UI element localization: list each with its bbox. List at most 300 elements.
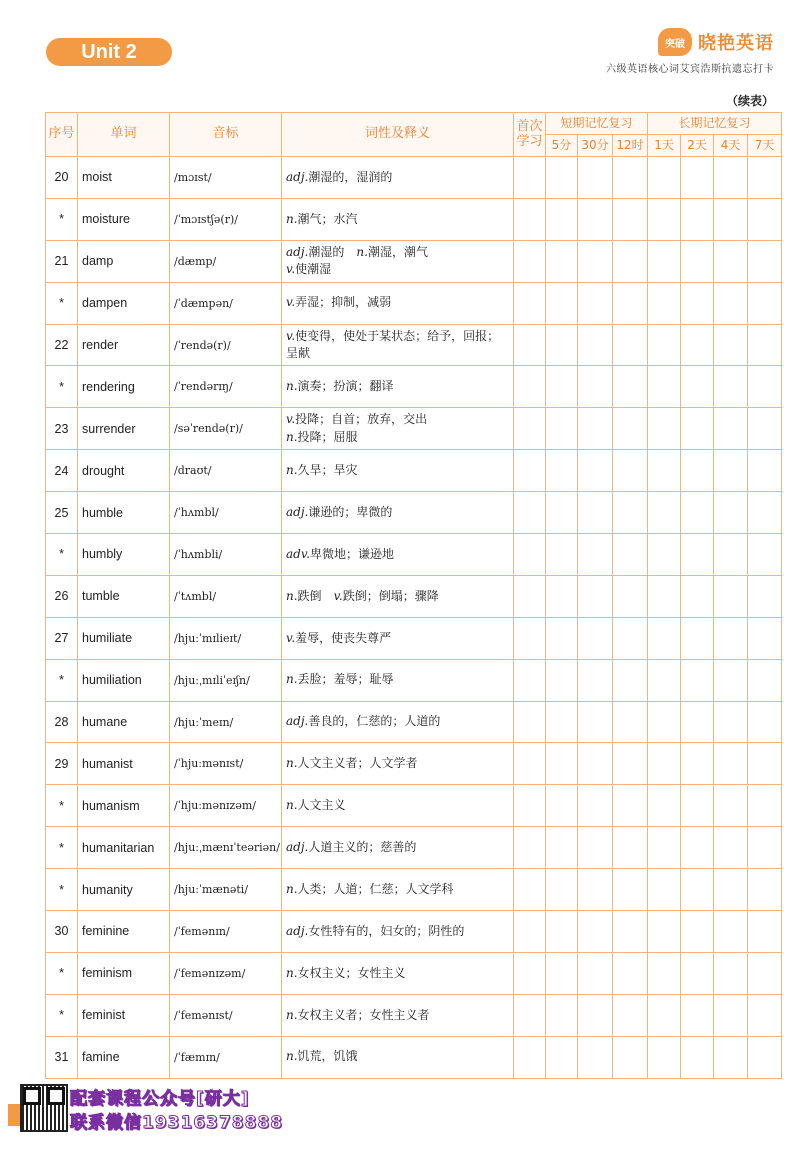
row-number: * — [46, 869, 78, 911]
review-checkbox-cell[interactable] — [714, 324, 748, 366]
review-checkbox-cell[interactable] — [714, 952, 748, 994]
review-checkbox-cell[interactable] — [514, 408, 546, 450]
row-meaning — [282, 911, 514, 953]
review-checkbox-cell[interactable] — [648, 240, 681, 282]
review-checkbox-cell[interactable] — [514, 701, 546, 743]
review-checkbox-cell[interactable] — [714, 1036, 748, 1078]
review-checkbox-cell[interactable] — [546, 827, 578, 869]
definition-text: 使潮湿 — [295, 262, 332, 277]
review-checkbox-cell[interactable] — [648, 952, 681, 994]
review-checkbox-cell[interactable] — [748, 827, 782, 869]
review-checkbox-cell[interactable] — [546, 450, 578, 492]
review-checkbox-cell[interactable] — [613, 785, 648, 827]
row-meaning — [282, 408, 514, 450]
table-row — [46, 366, 782, 408]
table-row — [46, 534, 782, 576]
review-checkbox-cell[interactable] — [714, 240, 748, 282]
row-phonetic: /hjuːˌmɪliˈeɪʃn/ — [170, 659, 282, 701]
part-of-speech: adj. — [286, 169, 309, 184]
table-row — [46, 575, 782, 617]
table-row — [46, 952, 782, 994]
review-checkbox-cell[interactable] — [714, 157, 748, 199]
review-checkbox-cell[interactable] — [514, 366, 546, 408]
review-checkbox-cell[interactable] — [613, 827, 648, 869]
review-checkbox-cell[interactable] — [681, 450, 714, 492]
review-checkbox-cell[interactable] — [613, 240, 648, 282]
review-checkbox-cell[interactable] — [514, 869, 546, 911]
header-first-study: 首次学习 — [514, 113, 546, 157]
row-phonetic: /hjuːˈmɪlieɪt/ — [170, 617, 282, 659]
row-meaning — [282, 743, 514, 785]
review-checkbox-cell[interactable] — [578, 827, 613, 869]
review-checkbox-cell[interactable] — [648, 911, 681, 953]
row-number: 22 — [46, 324, 78, 366]
row-word: humanism — [78, 785, 170, 827]
review-checkbox-cell[interactable] — [578, 450, 613, 492]
review-checkbox-cell[interactable] — [681, 492, 714, 534]
review-checkbox-cell[interactable] — [648, 869, 681, 911]
review-checkbox-cell[interactable] — [714, 366, 748, 408]
review-checkbox-cell[interactable] — [681, 324, 714, 366]
row-number: 27 — [46, 617, 78, 659]
definition-text: 跌倒 — [297, 588, 334, 603]
table-row — [46, 827, 782, 869]
review-checkbox-cell[interactable] — [613, 408, 648, 450]
review-checkbox-cell[interactable] — [748, 575, 782, 617]
review-checkbox-cell[interactable] — [613, 617, 648, 659]
review-checkbox-cell[interactable] — [546, 282, 578, 324]
row-meaning — [282, 240, 514, 282]
review-checkbox-cell[interactable] — [681, 366, 714, 408]
table-row — [46, 198, 782, 240]
review-checkbox-cell[interactable] — [681, 408, 714, 450]
review-checkbox-cell[interactable] — [514, 952, 546, 994]
row-word: humble — [78, 492, 170, 534]
review-checkbox-cell[interactable] — [681, 575, 714, 617]
part-of-speech: adj. — [286, 244, 309, 259]
definition-text: 潮湿的 — [308, 244, 357, 259]
review-checkbox-cell[interactable] — [578, 911, 613, 953]
review-checkbox-cell[interactable] — [748, 198, 782, 240]
review-checkbox-cell[interactable] — [681, 701, 714, 743]
review-checkbox-cell[interactable] — [578, 869, 613, 911]
row-meaning — [282, 994, 514, 1036]
review-checkbox-cell[interactable] — [578, 1036, 613, 1078]
review-checkbox-cell[interactable] — [514, 994, 546, 1036]
row-word: tumble — [78, 575, 170, 617]
review-checkbox-cell[interactable] — [714, 869, 748, 911]
row-phonetic: /ˈhʌmbl/ — [170, 492, 282, 534]
review-checkbox-cell[interactable] — [514, 324, 546, 366]
row-number: * — [46, 366, 78, 408]
review-checkbox-cell[interactable] — [681, 282, 714, 324]
review-checkbox-cell[interactable] — [514, 157, 546, 199]
review-checkbox-cell[interactable] — [546, 492, 578, 534]
review-checkbox-cell[interactable] — [714, 575, 748, 617]
unit-badge: Unit 2 — [46, 38, 172, 66]
review-checkbox-cell[interactable] — [546, 198, 578, 240]
review-checkbox-cell[interactable] — [748, 157, 782, 199]
review-checkbox-cell[interactable] — [613, 869, 648, 911]
definition-text: 投降；屈服 — [297, 429, 358, 444]
review-checkbox-cell[interactable] — [748, 366, 782, 408]
review-checkbox-cell[interactable] — [514, 743, 546, 785]
part-of-speech: adv. — [286, 546, 311, 561]
review-checkbox-cell[interactable] — [714, 534, 748, 576]
review-checkbox-cell[interactable] — [681, 911, 714, 953]
definition-text: 使变得，使处于某状态；给予，回报；呈献 — [286, 328, 500, 360]
review-checkbox-cell[interactable] — [546, 994, 578, 1036]
part-of-speech: adj. — [286, 923, 309, 938]
review-checkbox-cell[interactable] — [714, 408, 748, 450]
review-checkbox-cell[interactable] — [681, 827, 714, 869]
definition-text: 女性特有的，妇女的；阴性的 — [308, 923, 465, 938]
row-phonetic: /ˈfæmɪn/ — [170, 1036, 282, 1078]
row-word: drought — [78, 450, 170, 492]
review-checkbox-cell[interactable] — [748, 911, 782, 953]
review-checkbox-cell[interactable] — [681, 952, 714, 994]
review-checkbox-cell[interactable] — [681, 617, 714, 659]
review-checkbox-cell[interactable] — [748, 994, 782, 1036]
review-checkbox-cell[interactable] — [578, 575, 613, 617]
review-checkbox-cell[interactable] — [578, 240, 613, 282]
review-checkbox-cell[interactable] — [546, 701, 578, 743]
row-phonetic: /ˈhjuːmənɪst/ — [170, 743, 282, 785]
review-checkbox-cell[interactable] — [681, 743, 714, 785]
review-checkbox-cell[interactable] — [748, 659, 782, 701]
row-number: * — [46, 282, 78, 324]
review-checkbox-cell[interactable] — [648, 282, 681, 324]
review-checkbox-cell[interactable] — [648, 157, 681, 199]
table-row — [46, 869, 782, 911]
part-of-speech: n. — [286, 379, 298, 394]
review-checkbox-cell[interactable] — [514, 198, 546, 240]
part-of-speech: n. — [286, 798, 298, 813]
review-checkbox-cell[interactable] — [681, 240, 714, 282]
review-checkbox-cell[interactable] — [748, 869, 782, 911]
table-row — [46, 701, 782, 743]
review-checkbox-cell[interactable] — [748, 785, 782, 827]
row-meaning — [282, 157, 514, 199]
review-checkbox-cell[interactable] — [714, 701, 748, 743]
review-checkbox-cell[interactable] — [578, 324, 613, 366]
review-checkbox-cell[interactable] — [514, 282, 546, 324]
review-checkbox-cell[interactable] — [546, 743, 578, 785]
review-checkbox-cell[interactable] — [546, 617, 578, 659]
review-checkbox-cell[interactable] — [546, 366, 578, 408]
review-checkbox-cell[interactable] — [546, 157, 578, 199]
review-checkbox-cell[interactable] — [546, 659, 578, 701]
definition-text: 潮湿的，湿润的 — [308, 169, 393, 184]
review-checkbox-cell[interactable] — [714, 785, 748, 827]
row-meaning — [282, 366, 514, 408]
review-checkbox-cell[interactable] — [648, 408, 681, 450]
row-meaning — [282, 534, 514, 576]
header-short-5min: 5分 — [546, 135, 578, 157]
footer-stripe — [8, 1104, 20, 1126]
review-checkbox-cell[interactable] — [748, 324, 782, 366]
review-checkbox-cell[interactable] — [578, 534, 613, 576]
row-meaning — [282, 952, 514, 994]
review-checkbox-cell[interactable] — [514, 1036, 546, 1078]
review-checkbox-cell[interactable] — [613, 743, 648, 785]
review-checkbox-cell[interactable] — [613, 157, 648, 199]
part-of-speech: v. — [286, 262, 296, 277]
row-word: humanist — [78, 743, 170, 785]
review-checkbox-cell[interactable] — [546, 911, 578, 953]
review-checkbox-cell[interactable] — [748, 952, 782, 994]
part-of-speech: n. — [286, 672, 298, 687]
review-checkbox-cell[interactable] — [514, 827, 546, 869]
part-of-speech: adj. — [286, 504, 309, 519]
review-checkbox-cell[interactable] — [613, 575, 648, 617]
review-checkbox-cell[interactable] — [613, 659, 648, 701]
table-row — [46, 743, 782, 785]
review-checkbox-cell[interactable] — [514, 240, 546, 282]
review-checkbox-cell[interactable] — [514, 575, 546, 617]
review-checkbox-cell[interactable] — [613, 952, 648, 994]
definition-text: 跌倒；倒塌；骤降 — [342, 588, 439, 603]
review-checkbox-cell[interactable] — [714, 450, 748, 492]
review-checkbox-cell[interactable] — [648, 198, 681, 240]
part-of-speech: n. — [286, 881, 298, 896]
row-meaning — [282, 659, 514, 701]
review-checkbox-cell[interactable] — [578, 157, 613, 199]
table-row — [46, 157, 782, 199]
review-checkbox-cell[interactable] — [578, 617, 613, 659]
review-checkbox-cell[interactable] — [514, 785, 546, 827]
review-checkbox-cell[interactable] — [748, 701, 782, 743]
review-checkbox-cell[interactable] — [648, 659, 681, 701]
header-short-12h: 12时 — [613, 135, 648, 157]
row-phonetic: /ˈhʌmbli/ — [170, 534, 282, 576]
part-of-speech: v. — [286, 328, 296, 343]
review-checkbox-cell[interactable] — [714, 743, 748, 785]
review-checkbox-cell[interactable] — [648, 1036, 681, 1078]
review-checkbox-cell[interactable] — [613, 324, 648, 366]
review-checkbox-cell[interactable] — [648, 324, 681, 366]
row-number: 20 — [46, 157, 78, 199]
review-checkbox-cell[interactable] — [578, 994, 613, 1036]
brand-block — [606, 28, 774, 75]
row-word: feminism — [78, 952, 170, 994]
review-checkbox-cell[interactable] — [681, 994, 714, 1036]
review-checkbox-cell[interactable] — [648, 366, 681, 408]
review-checkbox-cell[interactable] — [613, 198, 648, 240]
header-phonetic: 音标 — [170, 113, 282, 157]
row-word: surrender — [78, 408, 170, 450]
review-checkbox-cell[interactable] — [648, 743, 681, 785]
row-number: 31 — [46, 1036, 78, 1078]
row-meaning — [282, 827, 514, 869]
review-checkbox-cell[interactable] — [613, 366, 648, 408]
row-word: damp — [78, 240, 170, 282]
review-checkbox-cell[interactable] — [748, 408, 782, 450]
review-checkbox-cell[interactable] — [613, 450, 648, 492]
review-checkbox-cell[interactable] — [546, 1036, 578, 1078]
review-checkbox-cell[interactable] — [648, 534, 681, 576]
review-checkbox-cell[interactable] — [578, 198, 613, 240]
row-word: humanitarian — [78, 827, 170, 869]
review-checkbox-cell[interactable] — [714, 198, 748, 240]
row-number: 25 — [46, 492, 78, 534]
row-phonetic: /ˈfemənɪst/ — [170, 994, 282, 1036]
review-checkbox-cell[interactable] — [613, 994, 648, 1036]
review-checkbox-cell[interactable] — [681, 785, 714, 827]
row-phonetic: /ˈdæmpən/ — [170, 282, 282, 324]
definition-text: 女权主义者；女性主义者 — [297, 1007, 430, 1022]
row-phonetic: /hjuːˈmænəti/ — [170, 869, 282, 911]
table-row — [46, 240, 782, 282]
review-checkbox-cell[interactable] — [648, 492, 681, 534]
review-checkbox-cell[interactable] — [613, 911, 648, 953]
row-phonetic: /hjuːˌmænɪˈteəriən/ — [170, 827, 282, 869]
review-checkbox-cell[interactable] — [546, 534, 578, 576]
review-checkbox-cell[interactable] — [648, 617, 681, 659]
table-row — [46, 659, 782, 701]
review-checkbox-cell[interactable] — [578, 659, 613, 701]
review-checkbox-cell[interactable] — [546, 575, 578, 617]
row-phonetic: /dæmp/ — [170, 240, 282, 282]
row-number: * — [46, 952, 78, 994]
footer-promo — [8, 1082, 328, 1142]
definition-text: 卑微地；谦逊地 — [310, 546, 395, 561]
header-word: 单词 — [78, 113, 170, 157]
review-checkbox-cell[interactable] — [546, 408, 578, 450]
definition-text: 演奏；扮演；翻译 — [297, 379, 394, 394]
review-checkbox-cell[interactable] — [748, 240, 782, 282]
review-checkbox-cell[interactable] — [681, 659, 714, 701]
review-checkbox-cell[interactable] — [514, 659, 546, 701]
review-checkbox-cell[interactable] — [714, 282, 748, 324]
qr-code-icon — [20, 1084, 68, 1132]
row-number: * — [46, 534, 78, 576]
review-checkbox-cell[interactable] — [714, 994, 748, 1036]
definition-text: 羞辱，使丧失尊严 — [295, 630, 392, 645]
review-checkbox-cell[interactable] — [613, 492, 648, 534]
review-checkbox-cell[interactable] — [714, 492, 748, 534]
part-of-speech: n. — [356, 244, 368, 259]
review-checkbox-cell[interactable] — [578, 743, 613, 785]
table-row — [46, 1036, 782, 1078]
review-checkbox-cell[interactable] — [578, 701, 613, 743]
review-checkbox-cell[interactable] — [648, 450, 681, 492]
review-checkbox-cell[interactable] — [648, 785, 681, 827]
review-checkbox-cell[interactable] — [578, 282, 613, 324]
part-of-speech: adj. — [286, 714, 309, 729]
review-checkbox-cell[interactable] — [514, 617, 546, 659]
row-meaning — [282, 324, 514, 366]
review-checkbox-cell[interactable] — [648, 994, 681, 1036]
vocab-table — [45, 112, 782, 1079]
definition-text: 谦逊的；卑微的 — [308, 504, 393, 519]
review-checkbox-cell[interactable] — [578, 408, 613, 450]
definition-text: 人文主义 — [297, 798, 346, 813]
row-number: * — [46, 198, 78, 240]
definition-text: 人类；人道；仁慈；人文学科 — [297, 881, 454, 896]
row-word: dampen — [78, 282, 170, 324]
part-of-speech: n. — [286, 1007, 298, 1022]
review-checkbox-cell[interactable] — [648, 827, 681, 869]
row-meaning — [282, 282, 514, 324]
part-of-speech: n. — [286, 462, 298, 477]
review-checkbox-cell[interactable] — [546, 324, 578, 366]
row-number: * — [46, 994, 78, 1036]
row-number: 30 — [46, 911, 78, 953]
table-row — [46, 408, 782, 450]
row-number: * — [46, 659, 78, 701]
review-checkbox-cell[interactable] — [613, 701, 648, 743]
row-number: 21 — [46, 240, 78, 282]
row-number: * — [46, 785, 78, 827]
row-meaning — [282, 785, 514, 827]
part-of-speech: v. — [286, 295, 296, 310]
table-row — [46, 994, 782, 1036]
review-checkbox-cell[interactable] — [681, 534, 714, 576]
review-checkbox-cell[interactable] — [748, 617, 782, 659]
part-of-speech: n. — [286, 756, 298, 771]
review-checkbox-cell[interactable] — [714, 617, 748, 659]
review-checkbox-cell[interactable] — [613, 534, 648, 576]
review-checkbox-cell[interactable] — [748, 1036, 782, 1078]
row-phonetic: /mɔɪst/ — [170, 157, 282, 199]
row-meaning — [282, 617, 514, 659]
review-checkbox-cell[interactable] — [748, 492, 782, 534]
review-checkbox-cell[interactable] — [681, 1036, 714, 1078]
review-checkbox-cell[interactable] — [648, 575, 681, 617]
review-checkbox-cell[interactable] — [578, 492, 613, 534]
row-phonetic: /ˈhjuːmənɪzəm/ — [170, 785, 282, 827]
row-word: humbly — [78, 534, 170, 576]
review-checkbox-cell[interactable] — [748, 743, 782, 785]
review-checkbox-cell[interactable] — [613, 282, 648, 324]
review-checkbox-cell[interactable] — [714, 659, 748, 701]
review-checkbox-cell[interactable] — [748, 450, 782, 492]
row-word: humiliate — [78, 617, 170, 659]
review-checkbox-cell[interactable] — [546, 785, 578, 827]
review-checkbox-cell[interactable] — [681, 157, 714, 199]
review-checkbox-cell[interactable] — [546, 869, 578, 911]
header-long-2d: 2天 — [681, 135, 714, 157]
review-checkbox-cell[interactable] — [578, 366, 613, 408]
row-word: feminine — [78, 911, 170, 953]
review-checkbox-cell[interactable] — [514, 911, 546, 953]
review-checkbox-cell[interactable] — [748, 534, 782, 576]
review-checkbox-cell[interactable] — [648, 701, 681, 743]
review-checkbox-cell[interactable] — [578, 785, 613, 827]
review-checkbox-cell[interactable] — [514, 492, 546, 534]
review-checkbox-cell[interactable] — [613, 1036, 648, 1078]
row-word: rendering — [78, 366, 170, 408]
review-checkbox-cell[interactable] — [514, 534, 546, 576]
review-checkbox-cell[interactable] — [681, 198, 714, 240]
review-checkbox-cell[interactable] — [546, 952, 578, 994]
review-checkbox-cell[interactable] — [546, 240, 578, 282]
row-meaning — [282, 1036, 514, 1078]
row-phonetic: /ˈtʌmbl/ — [170, 575, 282, 617]
row-meaning — [282, 869, 514, 911]
row-phonetic: /draʊt/ — [170, 450, 282, 492]
row-meaning — [282, 575, 514, 617]
review-checkbox-cell[interactable] — [681, 869, 714, 911]
review-checkbox-cell[interactable] — [578, 952, 613, 994]
table-row — [46, 617, 782, 659]
review-checkbox-cell[interactable] — [514, 450, 546, 492]
review-checkbox-cell[interactable] — [714, 827, 748, 869]
review-checkbox-cell[interactable] — [714, 911, 748, 953]
row-meaning — [282, 492, 514, 534]
review-checkbox-cell[interactable] — [748, 282, 782, 324]
